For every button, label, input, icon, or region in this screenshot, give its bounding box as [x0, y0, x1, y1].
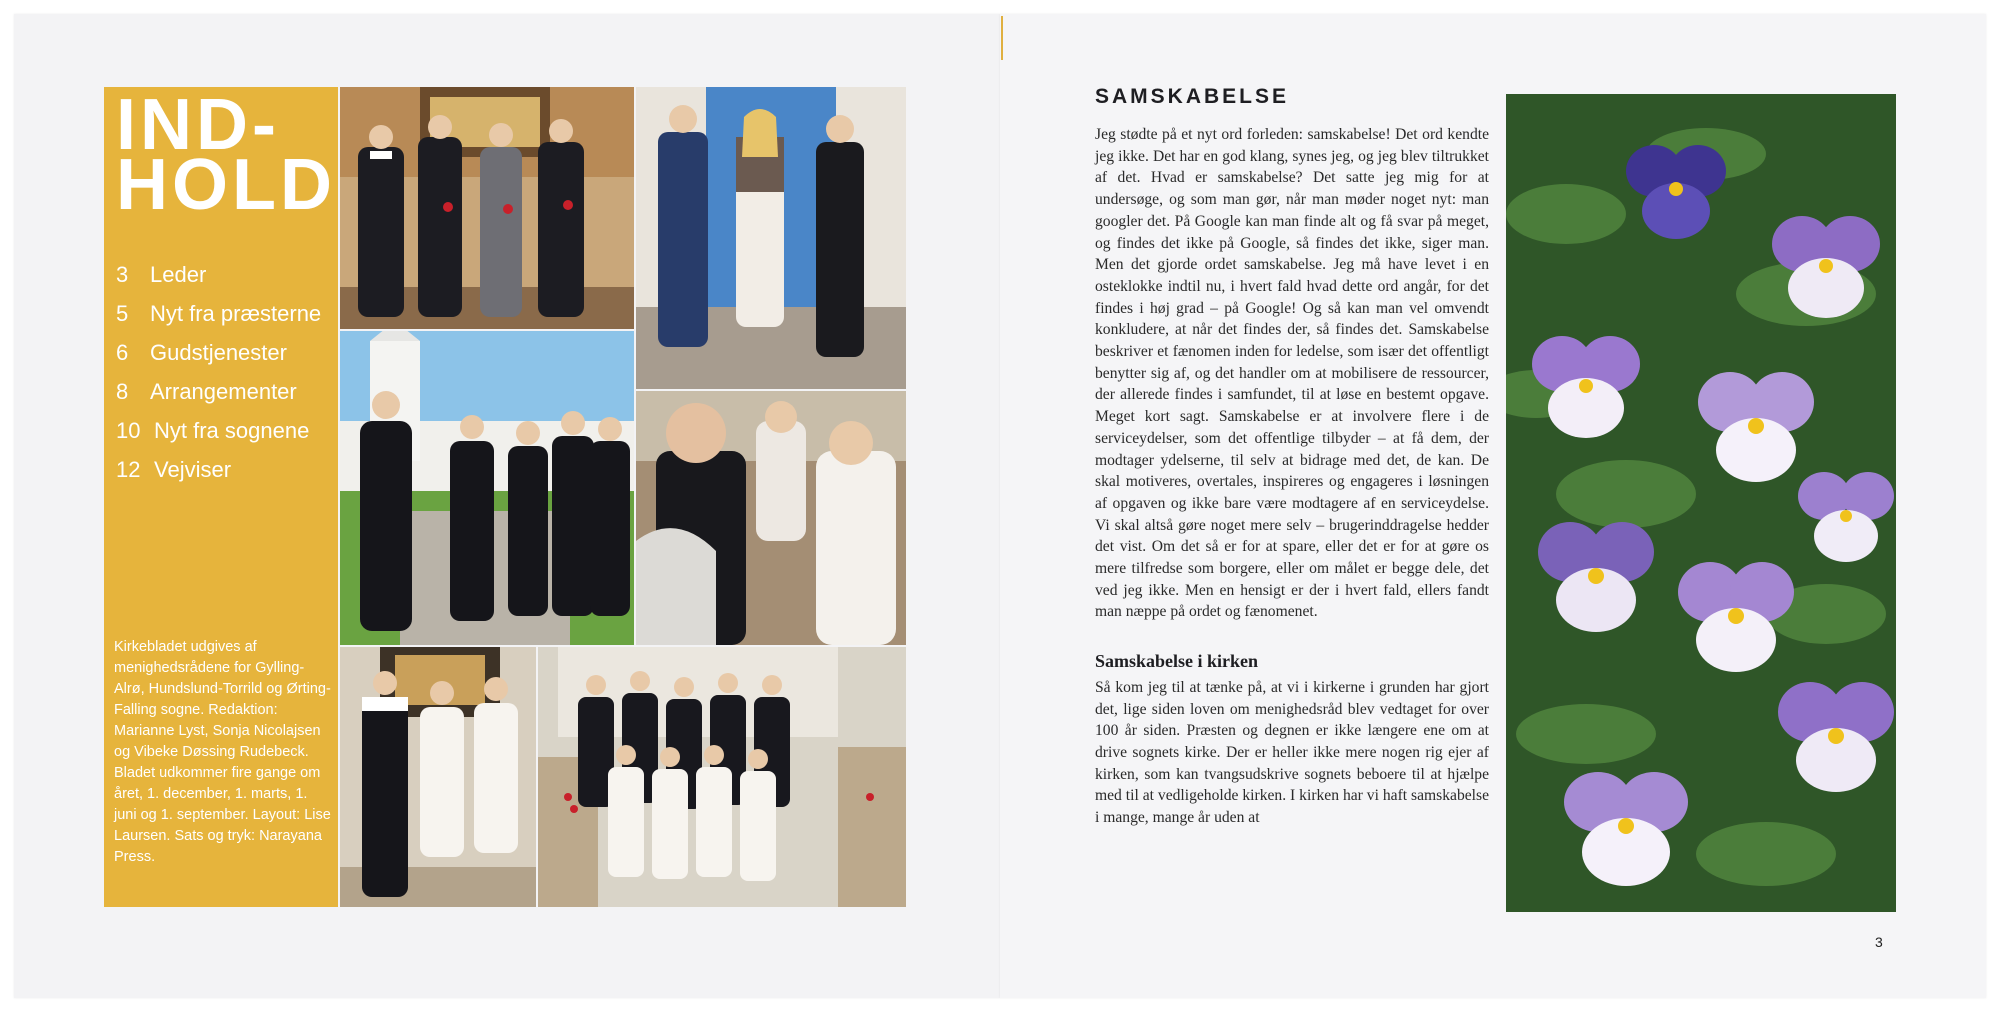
toc-item[interactable] — [116, 298, 332, 329]
toc-item[interactable] — [116, 259, 332, 290]
toc-heading-line2: HOLD — [116, 145, 336, 225]
colophon: Kirkebladet udgives af menighedsrådene for Gylling-Alrø, Hundslund-Torrild og Ørting-Falling sogne. Redaktion: Marianne Lyst, Sonja Nicolajsen og Vibeke Døssing Rudebeck. Bladet udkommer fire gange om året, 1. december, 1. marts, 1. juni og 1. september. Layout: Lise Laursen. Sats og tryk: Narayana Press. — [114, 639, 331, 865]
photo-confirmands-altar — [340, 87, 634, 329]
toc-item[interactable] — [116, 454, 332, 485]
toc-heading-line1: IND- — [116, 85, 280, 165]
toc-list — [116, 259, 332, 493]
gutter-mark — [1001, 16, 1003, 60]
toc-panel — [104, 87, 338, 907]
photo-blue-door — [636, 87, 906, 389]
toc-item-number: 3 — [116, 262, 129, 287]
toc-item-label: Nyt fra sognene — [154, 418, 310, 443]
toc-heading — [116, 85, 336, 225]
photo-pansies — [1506, 94, 1896, 912]
photo-churchyard-boys — [340, 331, 634, 645]
photo-selfie-group — [636, 391, 906, 645]
toc-item-label: Nyt fra præsterne — [150, 301, 322, 326]
photo-group-in-pews — [538, 647, 906, 907]
toc-item-label: Arrangementer — [150, 379, 297, 404]
toc-item[interactable] — [116, 415, 332, 446]
article-paragraph: Så kom jeg til at tænke på, at vi i kirkerne i grunden har gjort det, lige siden loven om menighedsråd blev vedtaget for over 100 år siden. Præsten og degnen er ikke længere ene om at drive sognets kirke. Der er heller ikke mere nogen rig ejer af kirken, som kan tvangsudskrive sognets beboere til at hjælpe med til at vedligeholde kirken. I kirken har vi haft samskabelse i mange, mange år uden at — [1095, 678, 1489, 827]
article-title: SAMSKABELSE — [1095, 85, 1290, 108]
toc-item-label: Gudstjenester — [150, 340, 287, 365]
photo-girls-with-pastor — [340, 647, 536, 907]
toc-item-label: Vejviser — [154, 457, 232, 482]
page-number: 3 — [1875, 934, 1883, 950]
article-paragraph: Jeg stødte på et nyt ord forleden: samskabelse! Det ord kendte jeg ikke. Det har en god klang, synes jeg, og jeg blev tiltrukket af det. Hvad er samskabelse? Det satte jeg mig for at undersøge, og som man gør, når man møder noget nyt: man googler det. På Google kan man finde alt og få svar på meget, og findes det ikke på Google, så findes det ikke, siger man. Men det gjorde ordet samskabelse. Jeg må have levet i en osteklokke indtil nu, i hvert fald hvad dette ord angår, for det findes i høj grad – på Google! Og så kan man vel omvendt konkludere, at når det findes der, så findes det. Samskabelse beskriver et fænomen inden for ledelse, som især det offentligt benytter sig af, og det handler om at mobilisere de ressourcer, der allerede findes i samfundet, til at løse en bestemt opgave. Meget kort sagt. Samskabelse er at involvere flere i de serviceydelser, som det offentlige tilbyder – at få dem, der modtager ydelserne, til selv at bidrage med det, de kan. De skal motiveres, overtales, inspireres og engageres i løsningen af opgaven og ikke bare være modtagere af en serviceydelse. Vi skal altså gøre noget mere selv – brugerinddragelse hedder det vist. Om det så er for at spare, eller det er for at gøre os mere tilfredse som borgere, eller om målet er begge dele, det ved jeg ikke. Men en hensigt er der i hvert fald, ellers fandt man næppe på ordet og fænomenet. — [1095, 126, 1489, 621]
article-subheading: Samskabelse i kirken — [1095, 651, 1259, 672]
toc-item-number: 8 — [116, 379, 129, 404]
toc-item[interactable] — [116, 337, 332, 368]
toc-item-number: 5 — [116, 301, 129, 326]
article-body — [1095, 124, 1489, 829]
toc-item-number: 10 — [116, 418, 141, 443]
toc-item-label: Leder — [150, 262, 207, 287]
toc-item[interactable] — [116, 376, 332, 407]
toc-item-number: 12 — [116, 457, 141, 482]
toc-item-number: 6 — [116, 340, 129, 365]
